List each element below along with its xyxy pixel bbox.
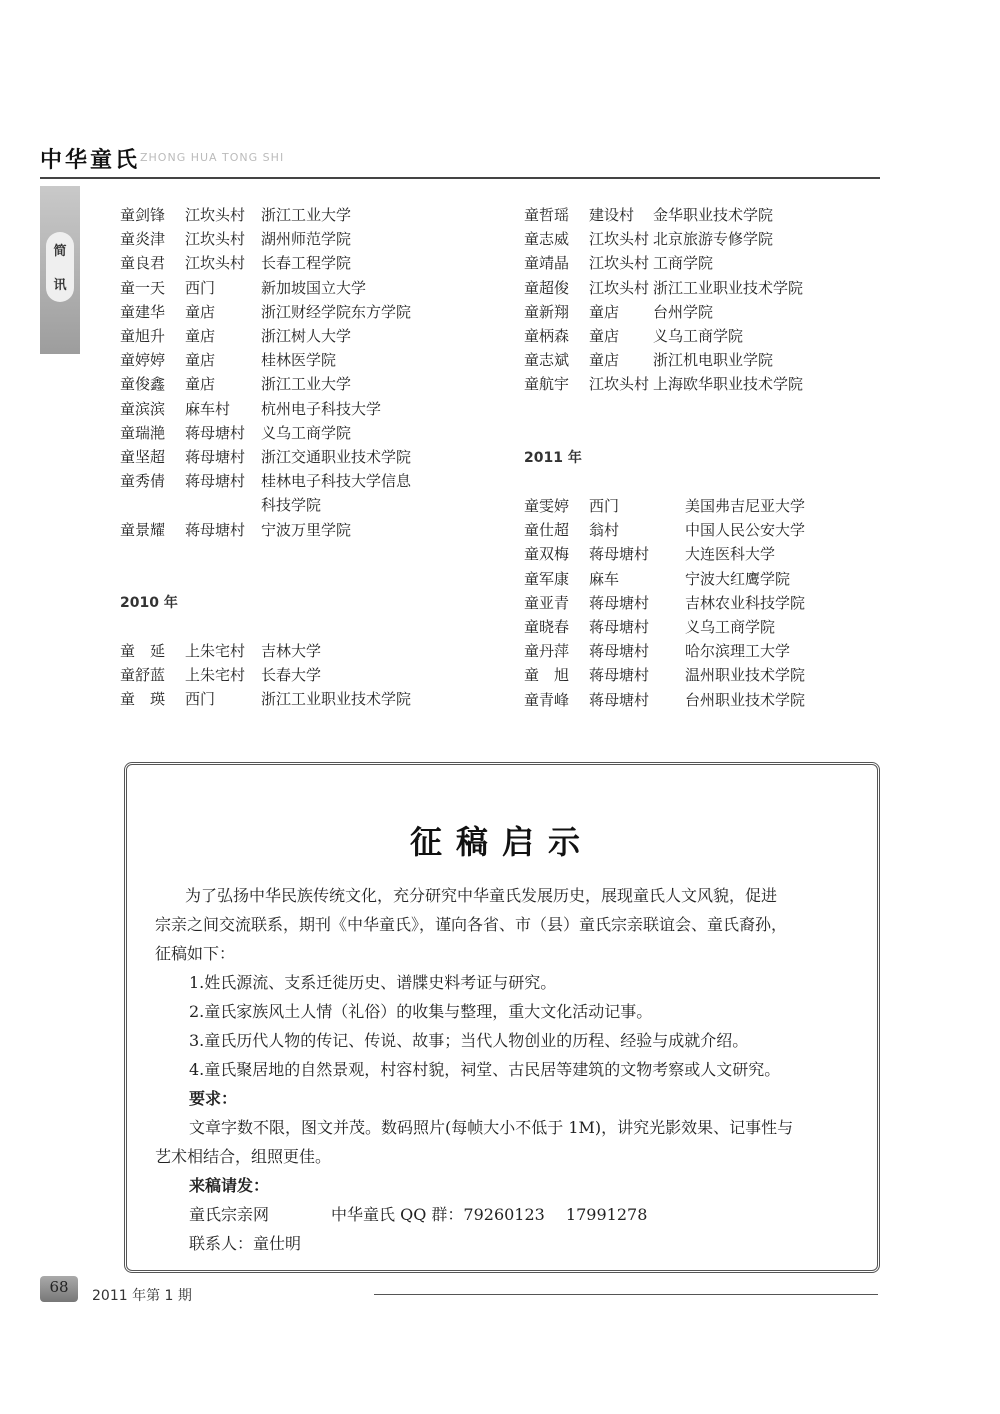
hometown: 麻车村 [185, 399, 231, 418]
student-name: 童俊鑫 [120, 375, 166, 394]
hometown: 童店 [185, 302, 216, 321]
hometown: 蒋母塘村 [589, 642, 650, 661]
student-name: 童超俊 [524, 278, 570, 297]
student-name: 童旭升 [120, 327, 166, 345]
year-heading-2010: 2010 年 [120, 595, 178, 611]
school: 义乌工商学院 [685, 618, 776, 636]
school: 大连医科大学 [685, 545, 776, 564]
hometown: 童店 [185, 375, 216, 394]
year-heading-2011: 2011 年 [524, 450, 582, 466]
call-for-papers-box [124, 762, 880, 1273]
student-name: 童良君 [120, 254, 166, 273]
issue-label: 2011 年第 1 期 [92, 1288, 192, 1304]
requirements-text: 文章字数不限，图文并茂。数码照片(每帧大小不低于 1M)，讲究光影效果、记事性与 [189, 1118, 794, 1137]
student-name: 童景耀 [120, 520, 166, 539]
hometown: 蒋母塘村 [185, 520, 246, 539]
hometown: 江坎头村 [589, 230, 650, 249]
notice-intro-line: 为了弘扬中华民族传统文化，充分研究中华童氏发展历史，展现童氏人文风貌，促进 [185, 886, 778, 905]
student-name: 童 延 [120, 642, 166, 660]
school: 北京旅游专修学院 [653, 230, 774, 249]
student-name: 童滨滨 [120, 399, 166, 418]
submission-qq-group: 中华童氏 QQ 群：79260123 17991278 [331, 1205, 648, 1224]
student-name: 童 旭 [524, 666, 570, 685]
hometown: 江坎头村 [185, 230, 246, 249]
notice-item: 2.童氏家族风土人情（礼俗）的收集与整理，重大文化活动记事。 [189, 1002, 653, 1021]
hometown: 西门 [185, 690, 216, 709]
requirements-text: 艺术相结合，组照更佳。 [155, 1147, 332, 1166]
hometown: 西门 [185, 278, 216, 297]
school: 温州职业技术学院 [685, 666, 806, 685]
hometown: 江坎头村 [185, 206, 246, 224]
hometown: 西门 [589, 497, 620, 515]
submission-label: 来稿请发： [189, 1176, 270, 1195]
student-name: 童秀倩 [120, 472, 166, 491]
student-name: 童亚青 [524, 593, 570, 612]
student-name: 童坚超 [120, 448, 166, 466]
hometown: 麻车 [589, 569, 620, 588]
student-name: 童青峰 [524, 690, 570, 709]
notice-intro-line: 征稿如下： [155, 944, 236, 963]
hometown: 建设村 [589, 206, 635, 224]
hometown: 童店 [185, 327, 216, 345]
student-name: 童一天 [120, 278, 166, 297]
section-tab-label-box [46, 232, 74, 302]
student-name: 童哲瑶 [524, 206, 570, 224]
requirements-label: 要求： [189, 1089, 238, 1108]
school: 浙江工业职业技术学院 [653, 278, 804, 297]
student-name: 童航宇 [524, 375, 570, 394]
hometown: 蒋母塘村 [589, 618, 650, 636]
school: 吉林大学 [261, 642, 322, 660]
student-name: 童晓春 [524, 618, 570, 636]
hometown: 蒋母塘村 [589, 545, 650, 564]
school: 工商学院 [653, 254, 714, 273]
school: 新加坡国立大学 [261, 278, 367, 297]
section-tab-char: 简 [53, 244, 67, 259]
school: 上海欧华职业技术学院 [653, 375, 804, 394]
hometown: 童店 [185, 351, 216, 370]
submission-site: 童氏宗亲网 [189, 1205, 270, 1224]
hometown: 蒋母塘村 [589, 666, 650, 685]
student-name: 童新翔 [524, 302, 570, 321]
hometown: 蒋母塘村 [589, 690, 650, 709]
hometown: 翁村 [589, 521, 620, 540]
notice-intro-line: 宗亲之间交流联系，期刊《中华童氏》，谨向各省、市（县）童氏宗亲联谊会、童氏裔孙， [155, 915, 788, 934]
hometown: 童店 [589, 302, 620, 321]
student-name: 童双梅 [524, 545, 570, 564]
journal-brand-english: ZHONG HUA TONG SHI [140, 151, 285, 164]
footer-divider [374, 1294, 878, 1295]
header-divider [40, 177, 880, 179]
page-number: 68 [49, 1278, 69, 1296]
contact-person: 联系人：童仕明 [189, 1234, 302, 1253]
hometown: 蒋母塘村 [185, 472, 246, 491]
student-name: 童舒蓝 [120, 666, 166, 685]
school: 湖州师范学院 [261, 230, 352, 249]
student-name: 童柄森 [524, 327, 570, 345]
school: 浙江交通职业技术学院 [261, 448, 412, 466]
student-name: 童雯婷 [524, 497, 570, 515]
school: 浙江财经学院东方学院 [261, 302, 412, 321]
student-name: 童志斌 [524, 351, 570, 370]
school: 台州职业技术学院 [685, 690, 806, 709]
school: 桂林医学院 [261, 351, 337, 370]
school: 桂林电子科技大学信息 [261, 472, 412, 491]
school: 美国弗吉尼亚大学 [685, 497, 806, 515]
school: 中国人民公安大学 [685, 521, 806, 540]
hometown: 蒋母塘村 [589, 593, 650, 612]
hometown: 江坎头村 [589, 375, 650, 394]
notice-title: 征稿启示 [409, 823, 594, 861]
school: 台州学院 [653, 302, 714, 321]
student-name: 童剑锋 [120, 206, 166, 224]
student-name: 童靖晶 [524, 254, 570, 273]
student-name: 童婷婷 [120, 351, 166, 370]
school: 哈尔滨理工大学 [685, 642, 791, 661]
notice-item: 1.姓氏源流、支系迁徙历史、谱牒史料考证与研究。 [189, 973, 557, 992]
hometown: 童店 [589, 327, 620, 345]
school: 宁波大红鹰学院 [685, 569, 791, 588]
school: 浙江工业大学 [261, 375, 352, 394]
hometown: 上朱宅村 [185, 642, 246, 660]
journal-brand: 中华童氏 [40, 147, 141, 173]
school: 科技学院 [261, 496, 322, 515]
hometown: 江坎头村 [589, 254, 650, 273]
student-name: 童瑞滟 [120, 423, 166, 442]
student-name: 童军康 [524, 569, 570, 588]
hometown: 上朱宅村 [185, 666, 246, 685]
right-name-list [524, 204, 884, 724]
page-header [40, 143, 880, 179]
school: 浙江树人大学 [261, 327, 352, 345]
left-name-list [120, 204, 480, 724]
hometown: 童店 [589, 351, 620, 370]
student-name: 童建华 [120, 302, 166, 321]
student-name: 童 瑛 [120, 690, 166, 709]
school: 吉林农业科技学院 [685, 593, 806, 612]
student-name: 童炎津 [120, 230, 166, 249]
school: 义乌工商学院 [653, 327, 744, 345]
school: 宁波万里学院 [261, 520, 352, 539]
school: 浙江工业大学 [261, 206, 352, 224]
hometown: 江坎头村 [185, 254, 246, 273]
notice-item: 3.童氏历代人物的传记、传说、故事；当代人物创业的历程、经验与成就介绍。 [189, 1031, 749, 1050]
section-tab-char: 讯 [53, 278, 67, 293]
school: 杭州电子科技大学 [261, 399, 382, 418]
hometown: 蒋母塘村 [185, 423, 246, 442]
notice-item: 4.童氏聚居地的自然景观，村容村貌，祠堂、古民居等建筑的文物考察或人文研究。 [189, 1060, 781, 1079]
school: 金华职业技术学院 [653, 206, 774, 224]
school: 长春大学 [261, 666, 322, 685]
section-tab [40, 186, 80, 354]
hometown: 江坎头村 [589, 278, 650, 297]
student-name: 童志威 [524, 230, 570, 249]
school: 义乌工商学院 [261, 423, 352, 442]
school: 浙江工业职业技术学院 [261, 690, 412, 709]
hometown: 蒋母塘村 [185, 448, 246, 466]
school: 浙江机电职业学院 [653, 351, 774, 370]
student-name: 童仕超 [524, 521, 570, 540]
school: 长春工程学院 [261, 254, 352, 273]
student-name: 童丹萍 [524, 642, 570, 661]
